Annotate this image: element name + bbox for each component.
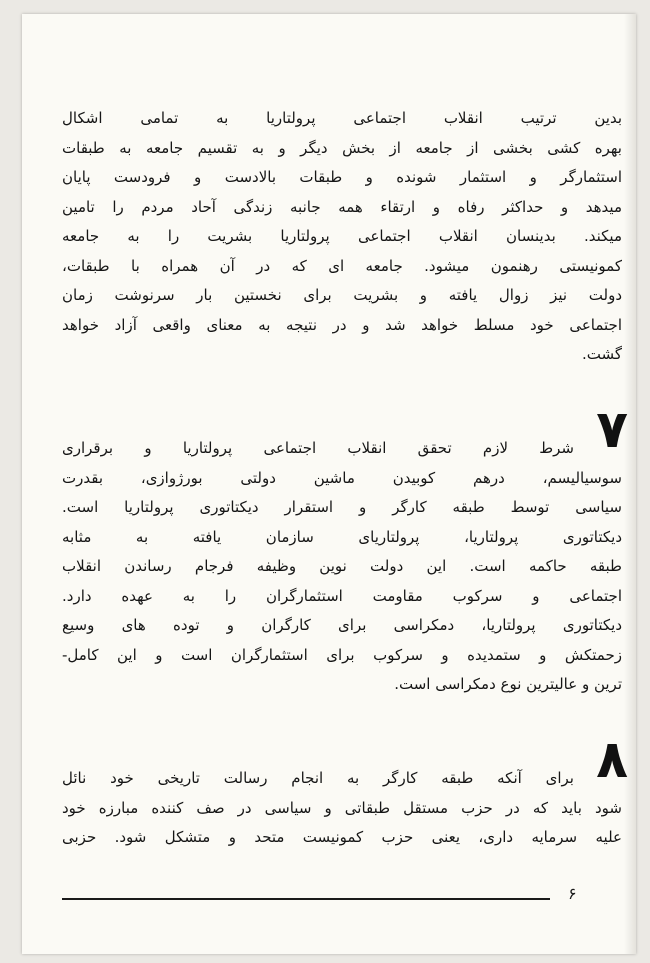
text-line: دولت نیز زوال یافته و بشریت برای نخستین بار سرنوشت زمان: [62, 286, 622, 304]
text-line: استثمارگر و استثمار شونده و طبقات بالادست و فرودست پایان: [62, 168, 622, 186]
text-line: ترین و عالیترین نوع دمکراسی است.: [394, 675, 622, 693]
text-line: برای آنکه طبقه کارگر به انجام رسالت تاریخی خود نائل: [62, 769, 574, 787]
paragraph-2: [62, 434, 622, 700]
page-edge-shadow: [624, 14, 636, 954]
book-page: [22, 14, 636, 954]
text-line: طبقه حاکمه است. این دولت نوین وظیفه فرجام رساندن انقلاب: [62, 557, 622, 575]
text-line: گشت.: [581, 345, 622, 363]
page-number: ۶: [568, 884, 577, 903]
text-line: دیکتاتوری پرولتاریا، دمکراسی برای کارگران و توده های وسیع: [62, 616, 622, 634]
paragraph-3: [62, 764, 622, 853]
paragraph-1: [62, 104, 622, 370]
text-line: علیه سرمایه داری، یعنی حزب کمونیست متحد و متشکل شود. حزبی: [62, 828, 622, 846]
text-line: اجتماعی و سرکوب مقاومت استثمارگران را به عهده دارد.: [62, 586, 622, 605]
text-line: بهره کشی بخشی از جامعه از بخش دیگر و به تقسیم جامعه به طبقات: [62, 138, 622, 157]
text-line: میکند. بدینسان انقلاب اجتماعی پرولتاریا بشریت را به جامعه: [62, 227, 622, 245]
text-line: شرط لازم تحقق انقلاب اجتماعی پرولتاریا و برقراری: [62, 439, 574, 457]
text-line: زحمتکش و ستمدیده و سرکوب برای استثمارگران است و این کامل-: [62, 645, 622, 664]
text-line: میدهد و حداکثر رفاه و ارتقاء همه جانبه زندگی آحاد مردم را تامین: [62, 197, 622, 216]
text-line: شود باید که در حزب مستقل طبقاتی و سیاسی در صف کننده مبارزه خود: [62, 798, 622, 817]
text-line: دیکتاتوری پرولتاریا، پرولتاریای سازمان یافته به مثابه: [62, 527, 622, 546]
footer-rule: [62, 898, 550, 900]
text-line: کمونیستی رهنمون میشود. جامعه ای که در آن همراه با طبقات،: [62, 256, 622, 275]
text-line: بدین ترتیب انقلاب اجتماعی پرولتاریا به تمامی اشکال: [62, 109, 622, 127]
section-number-7: ۷: [596, 400, 628, 460]
section-number-8: ۸: [596, 730, 628, 790]
text-line: سوسیالیسم، درهم کوبیدن ماشین دولتی بورژوازی، بقدرت: [62, 468, 622, 487]
text-line: سیاسی توسط طبقه کارگر و استقرار دیکتاتوری پرولتاریا است.: [62, 498, 622, 516]
text-line: اجتماعی خود مسلط خواهد شد و در نتیجه به معنای واقعی آزاد خواهد: [62, 315, 622, 334]
